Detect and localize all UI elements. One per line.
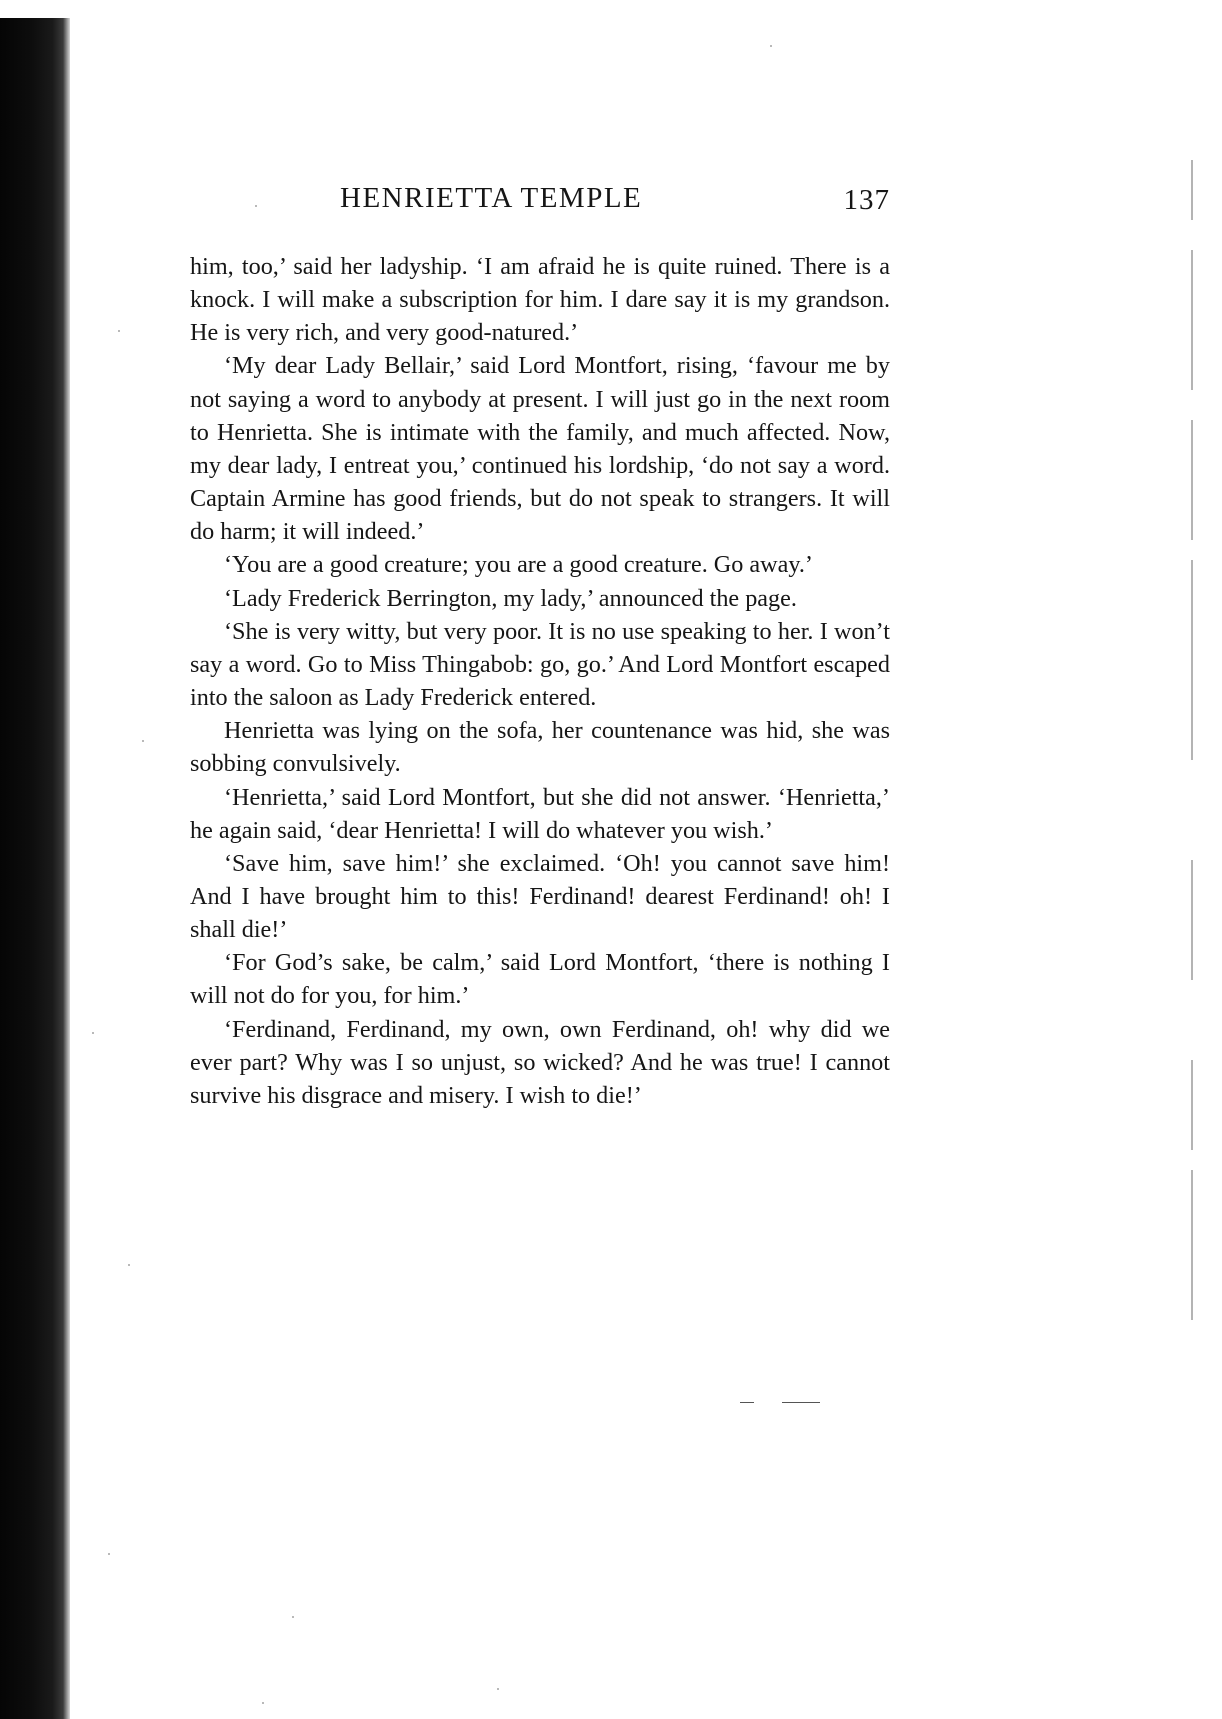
- scan-speck: [292, 1616, 294, 1618]
- scan-speck: [262, 1702, 264, 1704]
- right-edge-show-through: [1185, 160, 1203, 1360]
- paragraph: ‘For God’s sake, be calm,’ said Lord Montfort, ‘there is nothing I will not do for you, for him.’: [190, 949, 890, 1010]
- paragraph: ‘Henrietta,’ said Lord Montfort, but she did not answer. ‘Henrietta,’ he again said, ‘dear Henrietta! I will do whatever you wish.’: [190, 783, 890, 844]
- paragraph: him, too,’ said her ladyship. ‘I am afraid he is quite ruined. There is a knock. I will make a subscription for him. I dare say it is my grandson. He is very rich, and very good-natured.’: [190, 253, 890, 347]
- scan-speck: [108, 1553, 110, 1555]
- paragraph: ‘Lady Frederick Berrington, my lady,’ announced the page.: [224, 584, 797, 612]
- paragraph: ‘My dear Lady Bellair,’ said Lord Montfort, rising, ‘favour me by not saying a word to anybody at present. I will just go in the next room to Henrietta. She is intimate with the family, and much affected. Now, my dear lady, I entreat you,’ continued his lordship, ‘do not say a word. Captain Armine has good friends, but do not speak to strangers. It will do harm; it will indeed.’: [190, 352, 890, 546]
- running-head-title: HENRIETTA TEMPLE: [340, 182, 643, 214]
- paragraph: Henrietta was lying on the sofa, her countenance was hid, she was sobbing convulsively.: [190, 717, 890, 778]
- paragraph: ‘Ferdinand, Ferdinand, my own, own Ferdinand, oh! why did we ever part? Why was I so unjust, so wicked? And he was true! I cannot survive his disgrace and misery. I wish to die!’: [190, 1015, 890, 1109]
- paragraph: ‘She is very witty, but very poor. It is no use speaking to her. I won’t say a word. Go to Miss Thingabob: go, go.’ And Lord Montfort escaped into the saloon as Lady Frederick entered.: [190, 617, 890, 712]
- scan-speck: [92, 1032, 94, 1034]
- binding-edge-shadow: [0, 0, 70, 1719]
- scan-speck: [118, 330, 120, 332]
- scan-speck: [142, 740, 144, 742]
- page-number: 137: [843, 184, 890, 216]
- section-end-rule: [740, 1402, 820, 1404]
- scan-speck: [770, 45, 772, 47]
- body-text: [190, 250, 890, 1112]
- running-head: [190, 182, 890, 222]
- paragraph: ‘Save him, save him!’ she exclaimed. ‘Oh! you cannot save him! And I have brought him to this! Ferdinand! dearest Ferdinand! oh! I shall die!’: [190, 849, 890, 944]
- scan-speck: [497, 1688, 499, 1690]
- paragraph: ‘You are a good creature; you are a good creature. Go away.’: [224, 551, 813, 579]
- scan-speck: [128, 1264, 130, 1266]
